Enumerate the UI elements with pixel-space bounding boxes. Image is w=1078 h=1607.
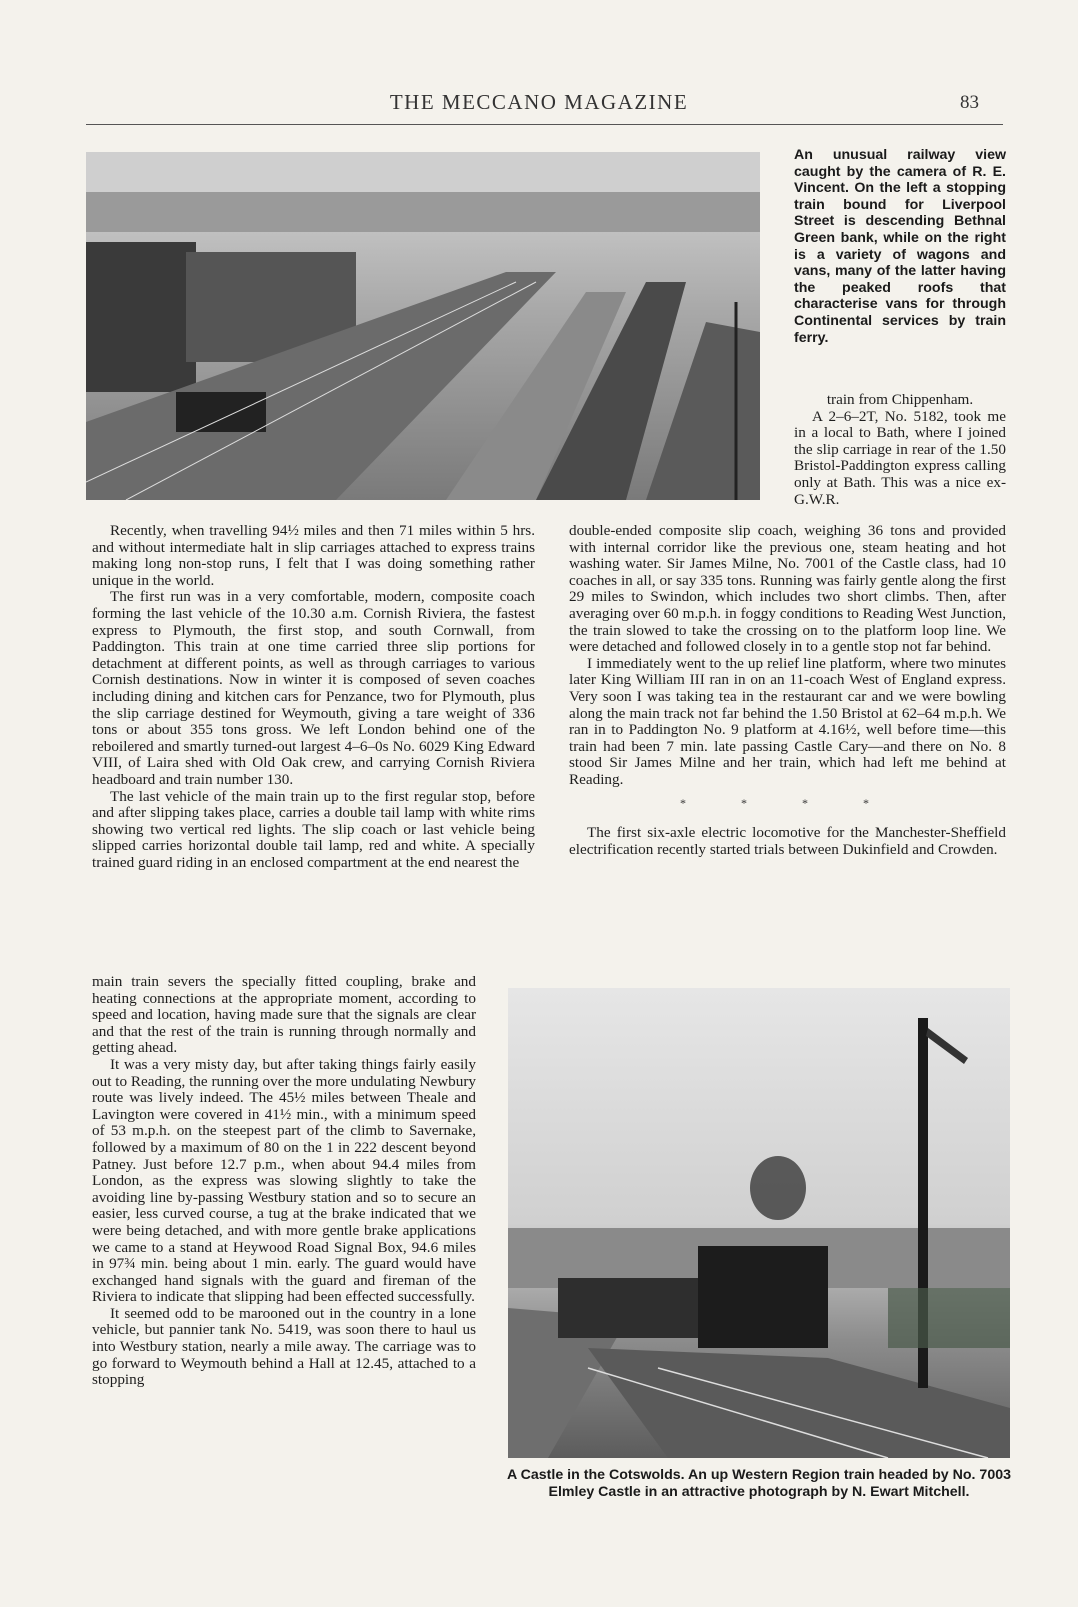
right-top-p2: A 2–6–2T, No. 5182, took me in a local to Bath, where I joined the slip carriage in rear of the 1.50 Bristol-Paddington express calling only at Bath. This was a nice ex-G.W.R. [794,407,1006,508]
left-column [92,523,535,871]
header-rule [86,124,1003,125]
left-p5: It seemed odd to be marooned out in the country in a lone vehicle, but pannier tank No. 5419, was soon there to haul us into Westbury station, nearly a mile away. The carriage was to go forward to Weymouth behind a Hall at 12.45, attached to a stopping [92,1304,476,1389]
railway-yard-photo [86,152,760,500]
right-p3: The first six-axle electric locomotive for the Manchester-Sheffield electrification recently started trials between Dukinfield and Crowden. [569,824,1006,858]
left-p3: The last vehicle of the main train up to the first regular stop, before and after slipping takes place, carries a double tail lamp with white rims showing two vertical red lights. The slip coach or last vehicle being slipped carries horizontal double tail lamp, red and white. A specially trained guard riding in an enclosed compartment at the end nearest the [92,787,535,871]
right-top-p1: train from Chippenham. [826,391,974,408]
photo2-caption: A Castle in the Cotswolds. An up Western Region train headed by No. 7003 Elmley Castle in an attractive photograph by N. Ewart Mitchell. [506,1467,1011,1500]
left-p4: It was a very misty day, but after taking things fairly easily out to Reading, the running over the more undulating Newbury route was lively indeed. The 45½ miles between Theale and Lavington were covered in 41½ min., with a minimum speed of 53 m.p.h. on the steepest part of the climb to Savernake, followed by a maximum of 80 on the 1 in 222 descent beyond Patney. Just before 12.7 p.m., when about 94.4 miles from London, as the express was slowing slightly to take the avoiding line by-passing Westbury station and so to secure an easier, less curved course, a tug at the brake indicated that we were being detached, and with more gentle brake applications we came to a stand at Heywood Road Signal Box, 94.6 miles in 97¾ min. being about 1 min. early. The guard would have exchanged hand signals with the guard and fireman of the Riviera to indicate that slipping had been effected successfully. [92,1055,476,1306]
photo1-caption: An unusual railway view caught by the camera of R. E. Vincent. On the left a stopping train bound for Liverpool Street is descending Bethnal Green bank, while on the right is a variety of wagons and vans, many of the latter having the peaked roofs that characterise vans for through Continental services by train ferry. [794,147,1006,346]
section-ornament: * * * * [680,795,895,810]
right-column [569,523,1006,858]
right-p1: double-ended composite slip coach, weighing 36 tons and provided with internal corridor like the previous one, steam heating and hot washing water. Sir James Milne, No. 7001 of the Castle class, had 10 coaches in all, or say 335 tons. Running was fairly gentle along the first 29 miles to Swindon, which includes two short climbs. Then, after averaging over 60 m.p.h. in foggy conditions to Reading West Junction, the train slowed to take the crossing on to the platform loop line. We were detached and followed closely in to a gentle stop not far behind. [569,522,1006,656]
left-p3b: main train severs the specially fitted coupling, brake and heating connections at the appropriate moment, according to speed and location, having made sure that the signals are clear and that the rest of the train is running through normally and getting ahead. [92,973,476,1057]
castle-locomotive-illustration [508,988,1010,1458]
left-p1: Recently, when travelling 94½ miles and then 71 miles within 5 hrs. and without intermediate halt in slip carriages attached to express trains making long non-stop runs, I felt that I was doing something rather unique in the world. [92,522,535,589]
left-p2: The first run was in a very comfortable, modern, composite coach forming the last vehicle of the 10.30 a.m. Cornish Riviera, the fastest express to Plymouth, the first stop, and south Cornwall, from Paddington. This train at one time carried three slip portions for detachment at different points, as well as through carriages to various Cornish destinations. Now in winter it is composed of seven coaches including dining and kitchen cars for Penzance, two for Plymouth, plus the slip carriage destined for Weymouth, giving a tare weight of 336 tons or about 355 tons gross. We left London behind one of the reboilered and smartly turned-out largest 4–6–0s No. 6029 King Edward VIII, of Laira shed with Old Oak crew, and carrying Cornish Riviera headboard and train number 130. [92,588,535,788]
castle-locomotive-photo [508,988,1010,1458]
left-column-lower [92,974,476,1389]
railway-yard-illustration [86,152,760,500]
page-number: 83 [960,92,979,113]
right-p2: I immediately went to the up relief line platform, where two minutes later King William III ran in on an 11-coach West of England express. Very soon I was taking tea in the restaurant car and we were bowling along the main track not far behind the 1.50 Bristol at 62–64 m.p.h. We ran in to Paddington No. 9 platform at 4.16½, well before time—this train had been 7 min. late passing Castle Cary—and there on No. 8 stood Sir James Milne and her train, which had left me behind at Reading. [569,654,1006,788]
right-top-text [794,392,1006,508]
magazine-title: THE MECCANO MAGAZINE [389,90,689,114]
